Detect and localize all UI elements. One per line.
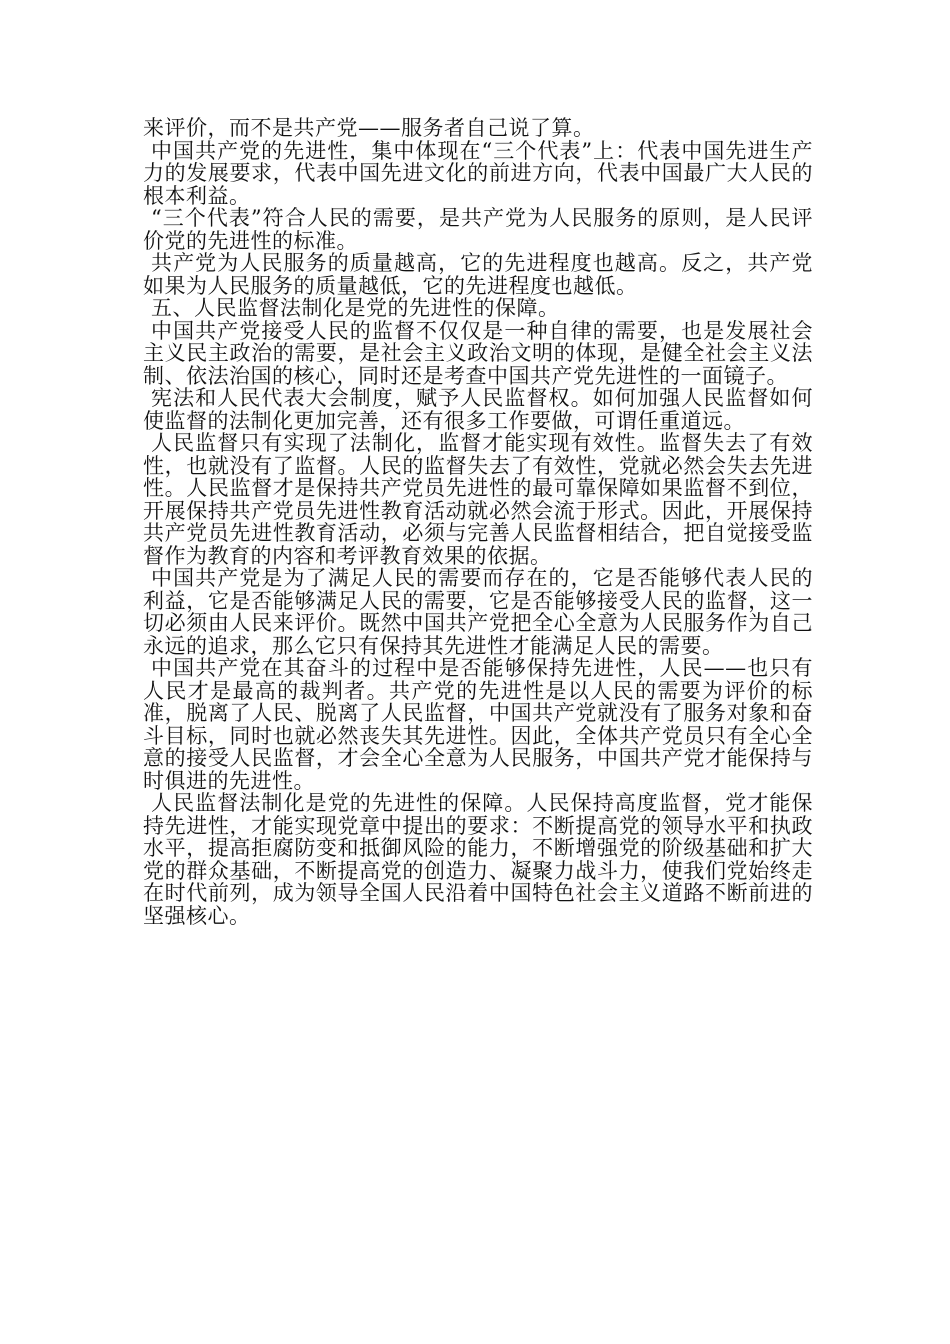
paragraph-3: “三个代表”符合人民的需要，是共产党为人民服务的原则，是人民评价党的先进性的标准。 bbox=[143, 206, 813, 253]
paragraph-9: 中国共产党是为了满足人民的需要而存在的，它是否能够代表人民的利益，它是否能够满足人民的需要，它是否能够接受人民的监督，这一切必须由人民来评价。既然中国共产党把全心全意为人民服务作为自己永远的追求，那么它只有保持其先进性才能满足人民的需要。 bbox=[143, 566, 813, 658]
paragraph-4: 共产党为人民服务的质量越高，它的先进程度也越高。反之，共产党如果为人民服务的质量越低，它的先进程度也越低。 bbox=[143, 251, 813, 298]
section-heading: 五、人民监督法制化是党的先进性的保障。 bbox=[151, 296, 560, 320]
paragraph-8: 人民监督只有实现了法制化，监督才能实现有效性。监督失去了有效性，也就没有了监督。人民的监督失去了有效性，党就必然会失去先进性。人民监督才是保持共产党员先进性的最可靠保障如果监督不到位，开展保持共产党员先进性教育活动就必然会流于形式。因此，开展保持共产党员先进性教育活动，必须与完善人民监督相结合，把自觉接受监督作为教育的内容和考评教育效果的依据。 bbox=[143, 431, 813, 568]
paragraph-1: 来评价，而不是共产党——服务者自己说了算。 bbox=[143, 116, 595, 140]
paragraph-6: 中国共产党接受人民的监督不仅仅是一种自律的需要，也是发展社会主义民主政治的需要，是社会主义政治文明的体现，是健全社会主义法制、依法治国的核心，同时还是考查中国共产党先进性的一面镜子。 bbox=[143, 318, 813, 388]
paragraph-7: 宪法和人民代表大会制度，赋予人民监督权。如何加强人民监督如何使监督的法制化更加完善，还有很多工作要做，可谓任重道远。 bbox=[143, 386, 813, 433]
document-body bbox=[143, 117, 813, 927]
paragraph-2: 中国共产党的先进性，集中体现在“三个代表”上：代表中国先进生产力的发展要求，代表中国先进文化的前进方向，代表中国最广大人民的根本利益。 bbox=[143, 138, 813, 208]
paragraph-10: 中国共产党在其奋斗的过程中是否能够保持先进性，人民——也只有人民才是最高的裁判者。共产党的先进性是以人民的需要为评价的标准，脱离了人民、脱离了人民监督，中国共产党就没有了服务对象和奋斗目标，同时也就必然丧失其先进性。因此，全体共产党员只有全心全意的接受人民监督，才会全心全意为人民服务，中国共产党才能保持与时俱进的先进性。 bbox=[143, 656, 813, 793]
paragraph-11: 人民监督法制化是党的先进性的保障。人民保持高度监督，党才能保持先进性，才能实现党章中提出的要求：不断提高党的领导水平和执政水平，提高拒腐防变和抵御风险的能力，不断增强党的阶级基础和扩大党的群众基础，不断提高党的创造力、凝聚力战斗力，使我们党始终走在时代前列，成为领导全国人民沿着中国特色社会主义道路不断前进的坚强核心。 bbox=[143, 791, 813, 928]
